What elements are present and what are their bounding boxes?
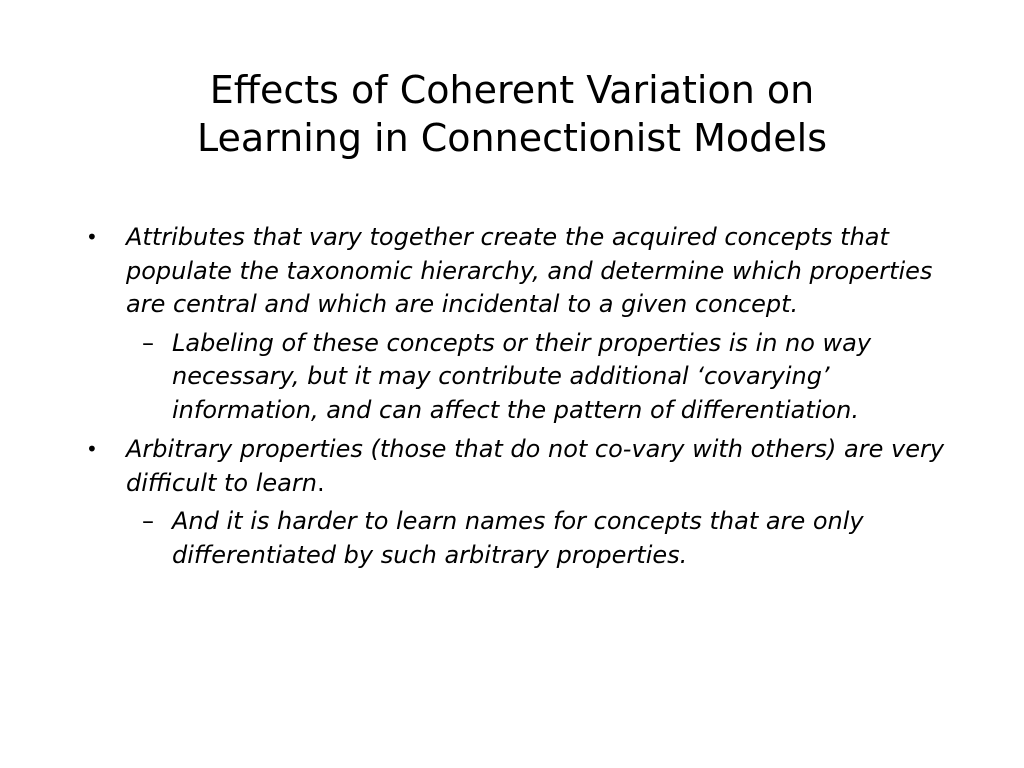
bullet-marker: • [86,225,98,249]
bullet-item-1 [86,221,966,322]
bullet-text-period: . [316,468,325,497]
sub-bullet-item-2 [86,505,966,572]
sub-bullet-item-1 [86,327,966,428]
sub-bullet-text: And it is harder to learn names for concepts that are only differentiated by such arbitrary properties. [172,507,864,569]
dash-marker: – [142,507,154,535]
bullet-item-2 [86,433,966,500]
sub-bullet-text: Labeling of these concepts or their properties is in no way necessary, but it may contribute additional ‘covarying’ information, and can affect the pattern of differentiation. [172,328,872,424]
title-line-2: Learning in Connectionist Models [196,116,827,160]
bullet-text: Arbitrary properties (those that do not co-vary with others) are very difficult to learn [126,435,945,497]
slide-title [60,66,964,162]
dash-marker: – [142,328,154,357]
title-line-1: Effects of Coherent Variation on [209,68,815,112]
slide-body [86,221,966,572]
bullet-marker: • [86,437,98,461]
bullet-text: Attributes that vary together create the acquired concepts that populate the taxonomic hierarchy, and determine which properties are central and which are incidental to a given concept. [126,223,933,318]
